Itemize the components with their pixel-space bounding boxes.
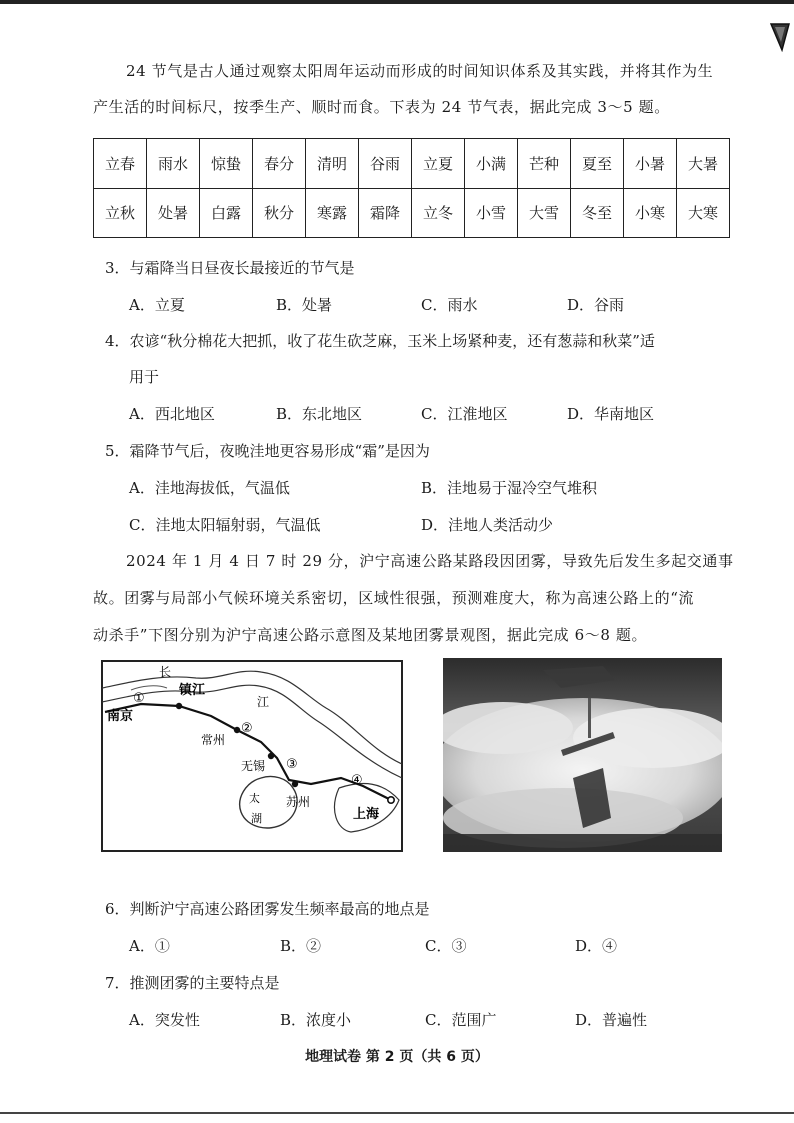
map-label-hu: 湖 — [251, 812, 262, 825]
map-label-zhenjiang: 镇江 — [179, 683, 206, 698]
city-dot-suzhou — [292, 781, 298, 787]
question-4-option-a[interactable]: A．西北地区 — [129, 405, 215, 423]
table-cell: 春分 — [253, 139, 306, 189]
question-5-option-a[interactable]: A．洼地海拔低，气温低 — [129, 479, 290, 497]
table-cell: 处暑 — [147, 188, 200, 238]
corner-triangle-mark — [770, 22, 790, 52]
question-3-option-d[interactable]: D．谷雨 — [567, 296, 625, 314]
top-border — [0, 0, 794, 4]
table-cell: 白露 — [200, 188, 253, 238]
solar-terms-table — [93, 138, 730, 238]
map-label-shanghai: 上海 — [353, 807, 380, 822]
question-7-option-d[interactable]: D．普遍性 — [575, 1011, 648, 1029]
question-5-option-d[interactable]: D．洼地人类活动少 — [421, 516, 554, 534]
table-cell: 惊蛰 — [200, 139, 253, 189]
table-cell: 大暑 — [677, 139, 730, 189]
expressway-map — [101, 660, 403, 852]
question-3-option-b[interactable]: B．处暑 — [276, 296, 333, 314]
map-marker-2: ② — [241, 721, 253, 736]
question-5-stem: 5．霜降节气后，夜晚洼地更容易形成“霜”是因为 — [105, 442, 430, 460]
question-6-stem: 6．判断沪宁高速公路团雾发生频率最高的地点是 — [105, 900, 430, 918]
city-dot-changzhou — [234, 727, 240, 733]
intro-2-line-2: 故。团雾与局部小气候环境关系密切，区域性很强，预测难度大，称为高速公路上的“流 — [93, 589, 695, 607]
question-5-option-c[interactable]: C．洼地太阳辐射弱，气温低 — [129, 516, 321, 534]
fog-landscape-photo — [443, 658, 722, 852]
table-cell: 雨水 — [147, 139, 200, 189]
city-dot-wuxi — [268, 753, 274, 759]
table-cell: 大雪 — [518, 188, 571, 238]
question-7-option-a[interactable]: A．突发性 — [129, 1011, 200, 1029]
map-marker-4: ④ — [351, 773, 363, 788]
question-4-stem-line-1: 4．农谚“秋分棉花大把抓，收了花生砍芝麻，玉米上场紧种麦，还有葱蒜和秋菜”适 — [105, 332, 655, 350]
intro-1-line-1: 24 节气是古人通过观察太阳周年运动而形成的时间知识体系及其实践，并将其作为生 — [126, 62, 714, 80]
map-label-wuxi: 无锡 — [241, 759, 266, 773]
question-4-option-b[interactable]: B．东北地区 — [276, 405, 363, 423]
table-row — [94, 139, 730, 189]
table-cell: 霜降 — [359, 188, 412, 238]
table-cell: 芒种 — [518, 139, 571, 189]
question-6-option-d[interactable]: D．④ — [575, 937, 618, 955]
table-cell: 冬至 — [571, 188, 624, 238]
question-6-option-a[interactable]: A．① — [129, 937, 170, 955]
question-3-option-c[interactable]: C．雨水 — [421, 296, 478, 314]
table-cell: 秋分 — [253, 188, 306, 238]
map-label-changzhou: 常州 — [201, 733, 226, 747]
map-marker-3: ③ — [286, 757, 298, 772]
table-cell: 小寒 — [624, 188, 677, 238]
question-3-option-a[interactable]: A．立夏 — [129, 296, 185, 314]
question-5-option-b[interactable]: B．洼地易于湿冷空气堆积 — [421, 479, 598, 497]
map-label-tai: 太 — [249, 792, 260, 805]
question-4-stem-line-2: 用于 — [129, 368, 160, 386]
table-cell: 清明 — [306, 139, 359, 189]
map-label-nanjing: 南京 — [107, 709, 134, 724]
table-cell: 夏至 — [571, 139, 624, 189]
question-7-option-b[interactable]: B．浓度小 — [280, 1011, 352, 1029]
question-4-option-d[interactable]: D．华南地区 — [567, 405, 655, 423]
city-dot-zhenjiang — [176, 703, 182, 709]
map-label-chang: 长 — [159, 665, 172, 679]
page-footer: 地理试卷 第 2 页（共 6 页） — [305, 1049, 489, 1065]
city-dot-shanghai — [388, 797, 394, 803]
question-7-option-c[interactable]: C．范围广 — [425, 1011, 497, 1029]
map-marker-1: ① — [133, 691, 145, 706]
bottom-border — [0, 1112, 794, 1114]
question-3-stem: 3．与霜降当日昼夜长最接近的节气是 — [105, 259, 355, 277]
question-6-option-b[interactable]: B．② — [280, 937, 322, 955]
map-label-suzhou: 苏州 — [286, 795, 311, 809]
table-row — [94, 188, 730, 238]
question-4-option-c[interactable]: C．江淮地区 — [421, 405, 508, 423]
intro-2-line-3: 动杀手”下图分别为沪宁高速公路示意图及某地团雾景观图，据此完成 6～8 题。 — [93, 626, 648, 644]
table-cell: 寒露 — [306, 188, 359, 238]
table-cell: 立夏 — [412, 139, 465, 189]
question-6-option-c[interactable]: C．③ — [425, 937, 467, 955]
intro-1-line-2: 产生活的时间标尺，按季生产、顺时而食。下表为 24 节气表，据此完成 3～5 题。 — [93, 98, 670, 116]
question-7-stem: 7．推测团雾的主要特点是 — [105, 974, 280, 992]
table-cell: 立冬 — [412, 188, 465, 238]
table-cell: 小暑 — [624, 139, 677, 189]
table-cell: 小雪 — [465, 188, 518, 238]
table-cell: 立春 — [94, 139, 147, 189]
table-cell: 大寒 — [677, 188, 730, 238]
table-cell: 小满 — [465, 139, 518, 189]
map-label-jiang: 江 — [257, 695, 270, 709]
table-cell: 立秋 — [94, 188, 147, 238]
table-cell: 谷雨 — [359, 139, 412, 189]
intro-2-line-1: 2024 年 1 月 4 日 7 时 29 分，沪宁高速公路某路段因团雾，导致先后发生多起交通事 — [126, 552, 734, 570]
